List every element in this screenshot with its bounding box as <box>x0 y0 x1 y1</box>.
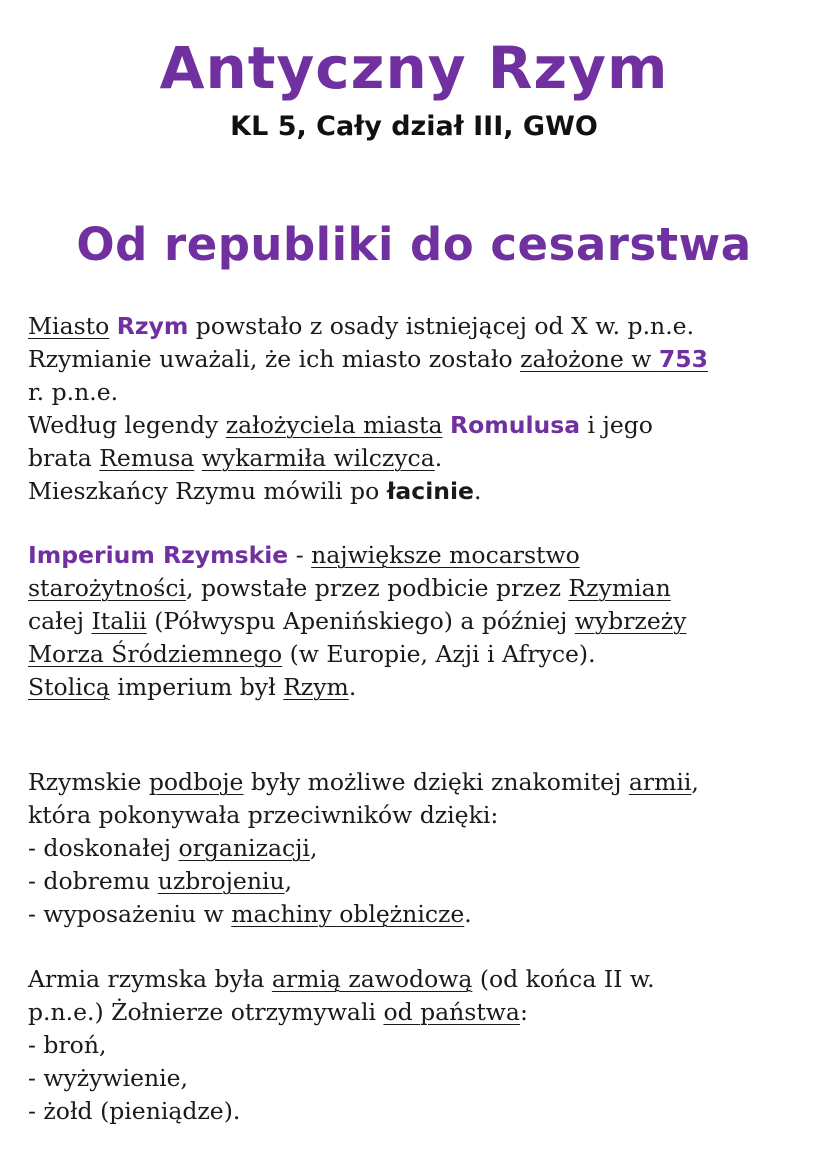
underlined-text: założyciela miasta <box>225 411 443 439</box>
underlined-text: Italii <box>91 607 147 635</box>
text-line <box>28 605 808 638</box>
text-span: powstało z osady istniejącej od X w. p.n.e. <box>188 312 695 340</box>
text-span: imperium był <box>109 673 284 701</box>
text-span <box>194 444 201 472</box>
text-line <box>28 996 808 1029</box>
text-span: Rzymianie uważali, że ich miasto zostało <box>28 345 521 373</box>
text-line <box>28 963 808 996</box>
text-line <box>28 475 808 508</box>
text-line <box>28 671 808 704</box>
text-span: - wyposażeniu w <box>28 900 232 928</box>
text-line: która pokonywała przeciwników dzięki: <box>28 801 499 829</box>
text-span: . <box>464 900 472 928</box>
list-item: - wyżywienie, <box>28 1064 189 1092</box>
paragraph-empire <box>28 539 808 704</box>
text-span: . <box>434 444 443 472</box>
underlined-text: wykarmiła wilczyca <box>201 444 435 472</box>
text-span: i jego <box>580 411 653 439</box>
underlined-text: Miasto <box>28 312 110 340</box>
underlined-text: uzbrojeniu <box>157 867 285 895</box>
text-line <box>28 442 808 475</box>
text-span: założone w <box>520 345 659 373</box>
keyword-highlight: Romulusa <box>449 411 581 439</box>
text-span: - dobremu <box>28 867 158 895</box>
keyword-highlight: Imperium Rzymskie <box>28 541 289 569</box>
underlined-text: Remusa <box>99 444 195 472</box>
underlined-text: starożytności <box>28 574 187 602</box>
paragraph-army <box>28 766 808 931</box>
text-span: . <box>348 673 357 701</box>
bold-text: łacinie <box>386 477 474 505</box>
paragraph-professional-army <box>28 963 808 1128</box>
text-span: Mieszkańcy Rzymu mówili po <box>28 477 387 505</box>
text-span: - doskonałej <box>28 834 179 862</box>
underlined-text <box>520 345 708 373</box>
text-span: brata <box>28 444 100 472</box>
underlined-text: Rzym <box>283 673 349 701</box>
text-span: - <box>288 541 312 569</box>
underlined-text: organizacji <box>178 834 310 862</box>
text-span <box>443 411 450 439</box>
text-line <box>28 766 808 799</box>
text-line <box>28 539 808 572</box>
underlined-text: wybrzeży <box>574 607 687 635</box>
text-span: , <box>691 768 699 796</box>
list-item: - broń, <box>28 1031 107 1059</box>
text-span: : <box>519 998 528 1026</box>
text-span: . <box>473 477 482 505</box>
list-item: - żołd (pieniądze). <box>28 1097 241 1125</box>
underlined-text: największe mocarstwo <box>311 541 580 569</box>
text-span: (w Europie, Azji i Afryce). <box>282 640 596 668</box>
list-item <box>28 832 808 865</box>
text-line <box>28 343 808 376</box>
list-item <box>28 898 808 931</box>
underlined-text: podboje <box>148 768 244 796</box>
text-line: r. p.n.e. <box>28 378 119 406</box>
text-span: całej <box>28 607 92 635</box>
text-line <box>28 310 808 343</box>
paragraph-origins <box>28 310 808 508</box>
text-span <box>109 312 116 340</box>
underlined-text: armii <box>628 768 692 796</box>
underlined-text: machiny oblężnicze <box>231 900 465 928</box>
underlined-text: Stolicą <box>28 673 110 701</box>
underlined-text: Morza Śródziemnego <box>28 640 283 668</box>
text-span: Rzymskie <box>28 768 149 796</box>
text-line <box>28 638 808 671</box>
text-span: były możliwe dzięki znakomitej <box>243 768 629 796</box>
text-span: Armia rzymska była <box>28 965 272 993</box>
document-title: Antyczny Rzym <box>159 34 669 102</box>
text-span: Według legendy <box>28 411 226 439</box>
document-subtitle: KL 5, Cały dział III, GWO <box>230 111 598 142</box>
underlined-text: Rzymian <box>568 574 671 602</box>
list-item <box>28 865 808 898</box>
text-span: (Półwyspu Apenińskiego) a później <box>146 607 575 635</box>
text-span: , powstałe przez podbicie przez <box>186 574 569 602</box>
text-span: , <box>284 867 293 895</box>
section-title: Od republiki do cesarstwa <box>76 218 752 271</box>
text-span: , <box>309 834 318 862</box>
text-line <box>28 409 808 442</box>
underlined-text: od państwa <box>383 998 520 1026</box>
text-line <box>28 572 808 605</box>
underlined-text: armią zawodową <box>271 965 473 993</box>
text-span: p.n.e.) Żołnierze otrzymywali <box>28 998 384 1026</box>
keyword-highlight: Rzym <box>116 312 189 340</box>
text-span: (od końca II w. <box>472 965 655 993</box>
keyword-highlight: 753 <box>658 345 708 373</box>
